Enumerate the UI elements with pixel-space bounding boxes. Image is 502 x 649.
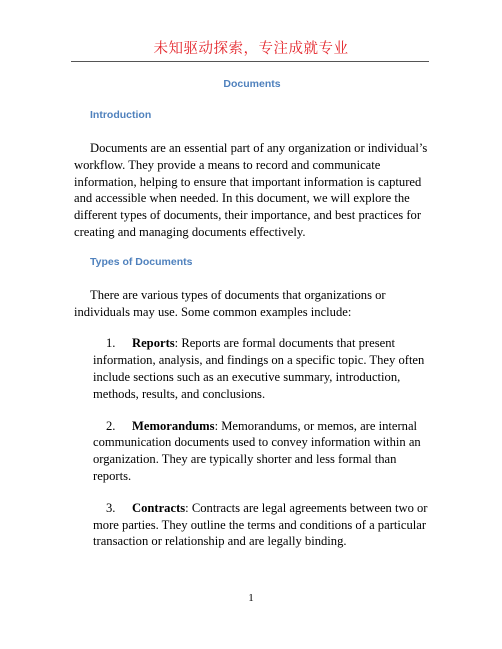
list-item-reports: [74, 335, 430, 402]
list-number: 2.: [106, 418, 116, 433]
introduction-paragraph: Documents are an essential part of any organization or individual’s workflow. They provide a means to record and communicate information, helping to ensure that important information is captured and accessible when needed. In this document, we will explore the different types of documents, their importance, and best practices for creating and managing documents effectively.: [74, 141, 428, 239]
types-heading: Types of Documents: [90, 255, 193, 268]
list-term: Contracts: [132, 500, 186, 515]
list-term: Memorandums: [132, 418, 215, 433]
list-description: : Memorandums, or memos, are internal communication documents used to convey information within an organization. They are typically shorter and less formal than reports.: [93, 418, 421, 483]
types-paragraph: There are various types of documents that organizations or individuals may use. Some common examples include:: [74, 287, 386, 319]
list-item-memorandums: [74, 418, 430, 485]
introduction-heading: Introduction: [90, 109, 152, 121]
page-number: 1: [248, 592, 254, 604]
list-description: : Contracts are legal agreements between two or more parties. They outline the terms and conditions of a particular transaction or relationship and are legally binding.: [93, 500, 428, 549]
list-item-contracts: [74, 500, 430, 550]
list-description: : Reports are formal documents that present information, analysis, and findings on a specific topic. They often include sections such as an executive summary, introduction, methods, results, and conclusions.: [93, 336, 425, 401]
document-body: [74, 78, 430, 565]
list-number: 3.: [106, 500, 116, 515]
list-term: Reports: [132, 336, 175, 351]
document-types-list: [74, 335, 430, 550]
page-header: 未知驱动探索，专注成就专业: [153, 41, 349, 57]
list-number: 1.: [106, 336, 116, 351]
document-title: Documents: [223, 78, 281, 90]
header-divider: [71, 61, 429, 62]
